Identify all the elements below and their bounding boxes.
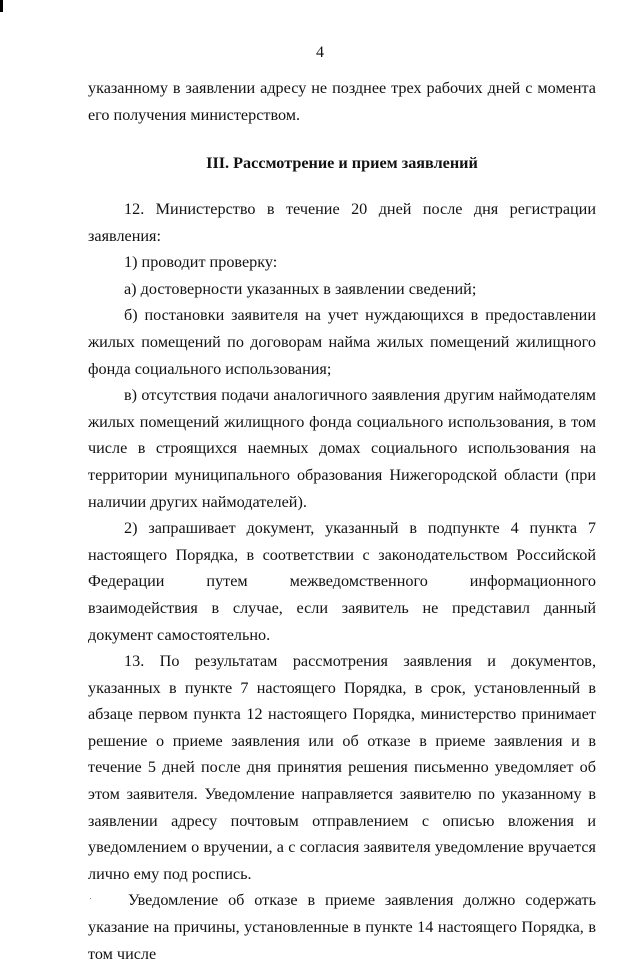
subitem-b: б) постановки заявителя на учет нуждающихся в предоставлении жилых помещений по договорам найма жилых помещений жилищного фонда социального использования; (88, 306, 596, 378)
scan-dot (90, 898, 91, 899)
page-number: 4 (316, 44, 324, 61)
continuation-block (88, 75, 596, 128)
subitem-1: 1) проводит проверку: (124, 253, 278, 272)
section-title: III. Рассмотрение и прием заявлений (206, 154, 478, 172)
scan-corner-mark (0, 0, 3, 12)
body-text (88, 196, 596, 967)
subitem-a: а) достоверности указанных в заявлении сведений; (124, 279, 477, 298)
paragraph-13: 13. По результатам рассмотрения заявления и документов, указанных в пункте 7 настоящего Порядка, в срок, установленный в абзаце первом пункта 12 настоящего Порядка, министерство принимает решение о приеме заявления или об отказе в приеме заявления и в течение 5 дней после дня принятия решения письменно уведомляет об этом заявителя. Уведомление направляется заявителю по указанному в заявлении адресу почтовым отправлением с описью вложения и уведомлением о вручении, а с согласия заявителя уведомление вручается лично ему под роспись. (88, 652, 596, 883)
subitem-v: в) отсутствия подачи аналогичного заявления другим наймодателям жилых помещений жилищного фонда социального использования, в том числе в строящихся наемных домах социального использования на территории муниципального образования Нижегородской области (при наличии других наймодателей). (88, 386, 596, 511)
continuation-text: указанному в заявлении адресу не позднее трех рабочих дней с момента его получения министерством. (88, 79, 596, 124)
subitem-2: 2) запрашивает документ, указанный в подпункте 4 пункта 7 настоящего Порядка, в соответствии с законодательством Российской Федерации путем межведомственного информационного взаимодействия в случае, если заявитель не представил данный документ самостоятельно. (88, 519, 596, 644)
paragraph-refusal-notice: Уведомление об отказе в приеме заявления должно содержать указание на причины, установленные в пункте 14 настоящего Порядка, в том числе (88, 891, 596, 963)
paragraph-12: 12. Министерство в течение 20 дней после дня регистрации заявления: (88, 200, 596, 245)
